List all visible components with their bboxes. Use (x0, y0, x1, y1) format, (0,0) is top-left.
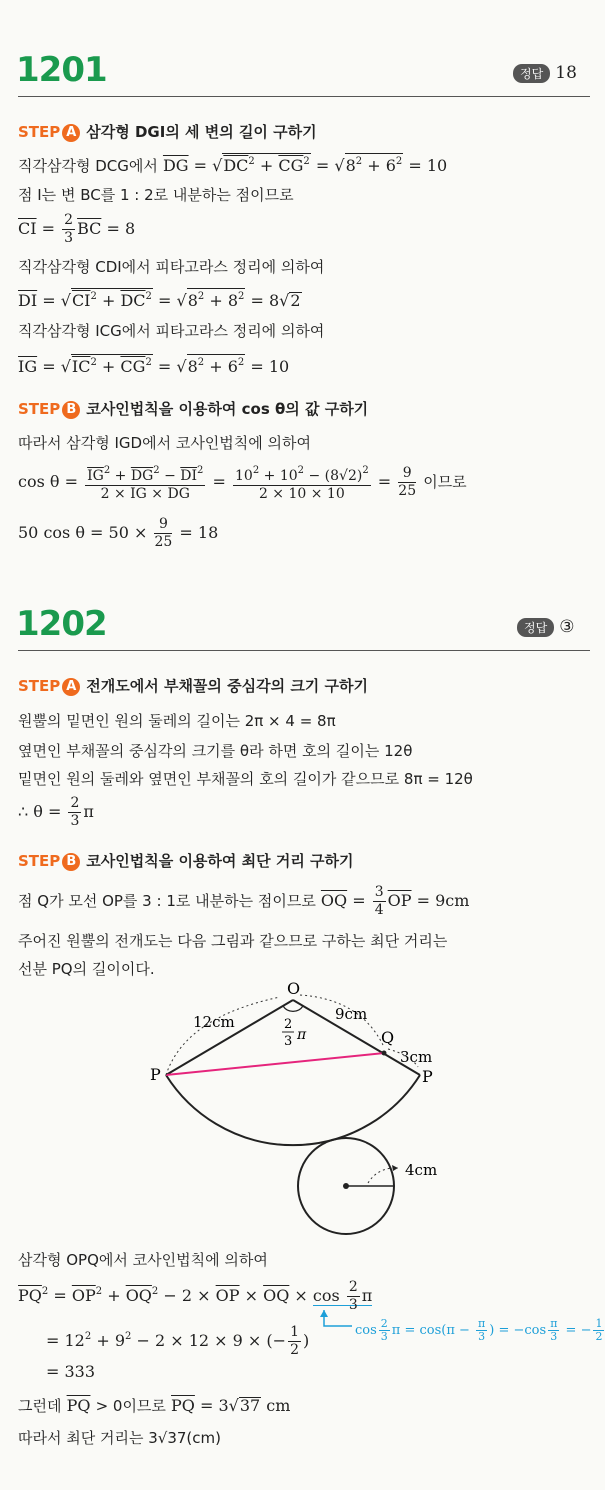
solution-line: 따라서 최단 거리는 3√37(cm) (18, 1429, 221, 1447)
solution-line: 그런데 $\overline{PQ} > 0$이므로 $\overline{PQ} = 3√37$ cm (18, 1396, 291, 1415)
solution-line: 점 I는 변 BC를 1 : 2로 내분하는 점이므로 (18, 186, 294, 204)
line-text: 그런데 (18, 1397, 62, 1415)
cos-note: cos $\frac{2}{3}$ π = cos(π − $\frac{\pi}{3}$ ) = −cos $\frac{\pi}{3}$ = − $\frac{1}{2}$ (355, 1317, 603, 1343)
solution-line: $\overline{IG} = √IC^2 + \overline{CG}^2 = √8^2 + 6^2 = 10$ (18, 354, 289, 376)
label-3cm: 3cm (400, 1048, 433, 1066)
label-12cm: 12cm (193, 1013, 235, 1031)
line-text: 점 Q가 모선 OP를 3 : 1로 내분하는 점이므로 (18, 892, 316, 910)
answer-area (517, 617, 575, 637)
solution-line: cos θ = $\frac{\overline{IG}^2 + \overline{DG}^2 - \overline{DI}^2}{2 \times \overline{IG} \times \overline{DG}}$ = $\frac{10^2 + 10^2 - (8√2)^2}{2 \times 10 \times 10}$ = $\frac{9}{25}$ 이므로 (18, 462, 467, 503)
divider (18, 650, 590, 651)
label-p-left: P (150, 1065, 161, 1084)
step-label: STEP (18, 852, 61, 870)
label-p-right: P (422, 1067, 433, 1086)
answer-area (513, 63, 577, 83)
label-9cm: 9cm (335, 1005, 368, 1023)
solution-line: 삼각형 OPQ에서 코사인법칙에 의하여 (18, 1251, 268, 1269)
answer-value: 18 (555, 63, 577, 83)
answer-value: ③ (559, 617, 575, 637)
solution-line: 따라서 삼각형 IGD에서 코사인법칙에 의하여 (18, 434, 312, 452)
angle-pi: π (297, 1027, 307, 1043)
note-arrow (318, 1310, 358, 1334)
solution-line: 주어진 원뿔의 전개도는 다음 그림과 같으므로 구하는 최단 거리는 (18, 932, 448, 950)
answer-badge: 정답 (513, 64, 550, 83)
step-b-heading (18, 398, 368, 419)
solution-line: 원뿔의 밑면인 원의 둘레의 길이는 2π × 4 = 8π (18, 712, 336, 730)
solution-line: 직각삼각형 ICG에서 피타고라스 정리에 의하여 (18, 322, 325, 340)
solution-line: 선분 PQ의 길이이다. (18, 960, 155, 978)
step-a-heading (18, 121, 317, 142)
solution-line: $\overline{PQ}^2 = \overline{OP}^2 + \overline{OQ}^2 - 2 \times \overline{OP} \times \overline{OQ} \times \cos$ $\frac{2}{3}$ π (18, 1279, 373, 1313)
line-text: 직각삼각형 DCG에서 (18, 157, 158, 175)
line-text: 이므로 (423, 473, 467, 491)
solution-line: = 333 (46, 1362, 96, 1381)
point-q (382, 1051, 387, 1056)
step-title: 코사인법칙을 이용하여 cos θ의 값 구하기 (86, 400, 369, 418)
base-center (343, 1183, 349, 1189)
step-b-icon: B (62, 401, 80, 419)
cone-net-diagram (0, 975, 605, 1243)
solution-line: 직각삼각형 DCG에서 $\overline{DG} = √DC^2 + \overline{CG}^2 = √8^2 + 6^2 = 10$ (18, 153, 447, 176)
problem-number: 1201 (16, 50, 107, 90)
label-q: Q (381, 1028, 395, 1047)
angle-denominator: 3 (284, 1034, 293, 1049)
solution-line: ∴ θ = $\frac{2}{3}$ π (18, 795, 94, 829)
sector-arc (166, 1075, 420, 1145)
solution-line: 옆면인 부채꼴의 중심각의 크기를 θ라 하면 호의 길이는 12θ (18, 742, 413, 760)
dotted-arc-12cm (166, 997, 280, 1075)
arrow-icon (392, 1165, 398, 1171)
step-label: STEP (18, 677, 61, 695)
problem-number: 1202 (16, 604, 107, 644)
solution-line: 밑면인 원의 둘레와 옆면인 부채꼴의 호의 길이가 같으므로 8π = 12θ (18, 770, 473, 788)
step-a-icon: A (62, 124, 80, 142)
solution-line: $\overline{DI} = √CI^2 + \overline{DC}^2 = √8^2 + 8^2 = 8√2$ (18, 288, 302, 310)
step-label: STEP (18, 400, 61, 418)
answer-badge: 정답 (517, 618, 554, 637)
solution-line: 직각삼각형 CDI에서 피타고라스 정리에 의하여 (18, 258, 325, 276)
angle-mark (283, 1006, 303, 1011)
solution-line: 50 cos θ = 50 × $\frac{9}{25}$ = 18 (18, 516, 219, 550)
solution-line: $\overline{CI}$ = $\frac{2}{3}$ $\overline{BC} = 8$ (18, 212, 136, 246)
step-b-icon: B (62, 853, 80, 871)
angle-numerator: 2 (284, 1017, 293, 1032)
step-title: 삼각형 DGI의 세 변의 길이 구하기 (86, 123, 317, 141)
step-a-icon: A (62, 678, 80, 696)
step-b-heading (18, 850, 354, 871)
label-o: O (287, 979, 301, 998)
divider (18, 96, 590, 97)
label-4cm: 4cm (405, 1161, 438, 1179)
step-a-heading (18, 675, 368, 696)
solution-line: 점 Q가 모선 OP를 3 : 1로 내분하는 점이므로 $\overline{OQ}$ = $\frac{3}{4}$ $\overline{OP} = 9cm$ (18, 884, 470, 918)
step-label: STEP (18, 123, 61, 141)
step-title: 전개도에서 부채꼴의 중심각의 크기 구하기 (86, 677, 368, 695)
step-title: 코사인법칙을 이용하여 최단 거리 구하기 (86, 852, 354, 870)
solution-line: = $12^2 + 9^2 - 2 \times 12 \times 9$ × (− $\frac{1}{2}$ ) (46, 1324, 310, 1358)
line-text: > 0이므로 (95, 1397, 166, 1415)
